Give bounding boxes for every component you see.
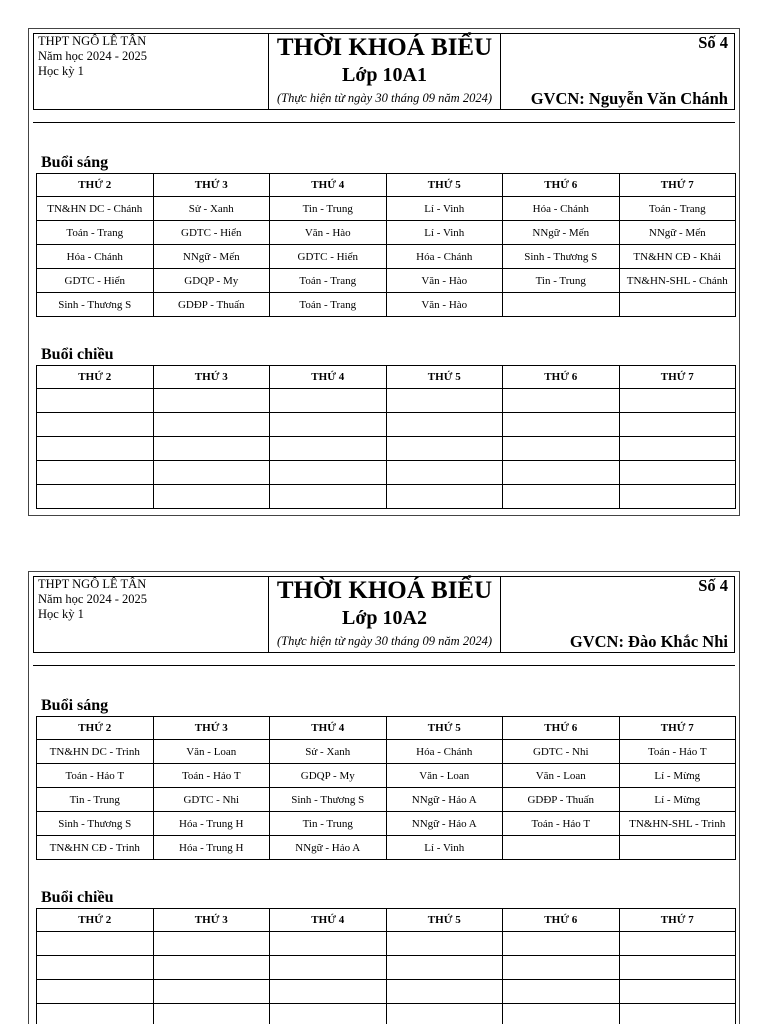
timetable-row bbox=[37, 740, 736, 764]
timetable-cell: GDQP - My bbox=[154, 269, 271, 293]
timetable-cell: Lí - Mừng bbox=[620, 788, 737, 812]
morning-timetable bbox=[36, 716, 736, 860]
timetable-cell: Toán - Trang bbox=[270, 269, 387, 293]
timetable-cell: NNgữ - Hảo A bbox=[387, 788, 504, 812]
timetable-cell: Lí - Vinh bbox=[387, 836, 504, 860]
timetable-cell bbox=[270, 1004, 387, 1024]
timetable-cell: Văn - Hào bbox=[387, 269, 504, 293]
class-name: Lớp 10A1 bbox=[342, 64, 427, 86]
timetable-cell bbox=[37, 485, 154, 509]
effective-date-note: (Thực hiện từ ngày 30 tháng 09 năm 2024) bbox=[276, 634, 492, 648]
timetable-cell: Tin - Trung bbox=[270, 197, 387, 221]
day-header: THỨ 6 bbox=[503, 174, 620, 197]
timetable-cell bbox=[620, 461, 737, 485]
timetable-cell bbox=[620, 413, 737, 437]
timetable-row bbox=[37, 980, 736, 1004]
timetable-cell bbox=[503, 980, 620, 1004]
timetable-cell: Sử - Xanh bbox=[270, 740, 387, 764]
morning-session-label: Buổi sáng bbox=[41, 697, 109, 714]
timetable-cell: Lí - Vinh bbox=[387, 197, 504, 221]
timetable-cell: GDQP - My bbox=[270, 764, 387, 788]
timetable-cell: Hóa - Trung H bbox=[154, 812, 271, 836]
day-header: THỨ 3 bbox=[154, 909, 271, 932]
day-header: THỨ 2 bbox=[37, 717, 154, 740]
timetable-cell: Lí - Mừng bbox=[620, 764, 737, 788]
timetable-row bbox=[37, 461, 736, 485]
timetable-cell: TN&HN CĐ - Khải bbox=[620, 245, 737, 269]
school-info bbox=[38, 34, 147, 79]
day-header: THỨ 7 bbox=[620, 909, 737, 932]
timetable-cell: Văn - Hào bbox=[387, 293, 504, 317]
day-header: THỨ 4 bbox=[270, 366, 387, 389]
timetable-cell bbox=[387, 932, 504, 956]
document-number: Số 4 bbox=[698, 576, 728, 595]
day-header: THỨ 7 bbox=[620, 366, 737, 389]
timetable-cell bbox=[37, 437, 154, 461]
timetable-cell: Sinh - Thương S bbox=[270, 788, 387, 812]
day-header: THỨ 2 bbox=[37, 174, 154, 197]
timetable-cell: TN&HN CĐ - Trinh bbox=[37, 836, 154, 860]
timetable-cell bbox=[387, 485, 504, 509]
timetable-cell: GDTC - Nhi bbox=[503, 740, 620, 764]
day-header: THỨ 3 bbox=[154, 717, 271, 740]
day-header-row bbox=[37, 366, 736, 389]
timetable-sheet bbox=[28, 571, 740, 1024]
timetable-cell bbox=[154, 437, 271, 461]
timetable-cell: Hóa - Chánh bbox=[503, 197, 620, 221]
timetable-cell: Lí - Vinh bbox=[387, 221, 504, 245]
timetable-cell: Văn - Loan bbox=[503, 764, 620, 788]
day-header-row bbox=[37, 909, 736, 932]
semester: Học kỳ 1 bbox=[38, 607, 84, 621]
timetable-cell: Toán - Trang bbox=[270, 293, 387, 317]
timetable-row bbox=[37, 836, 736, 860]
timetable-cell bbox=[154, 956, 271, 980]
timetable-cell bbox=[387, 956, 504, 980]
timetable-cell bbox=[620, 836, 737, 860]
timetable-cell: Hóa - Trung H bbox=[154, 836, 271, 860]
day-header: THỨ 6 bbox=[503, 366, 620, 389]
semester: Học kỳ 1 bbox=[38, 64, 84, 78]
timetable-cell: TN&HN DC - Trinh bbox=[37, 740, 154, 764]
timetable-row bbox=[37, 932, 736, 956]
timetable-cell: Hóa - Chánh bbox=[387, 740, 504, 764]
school-year: Năm học 2024 - 2025 bbox=[38, 49, 148, 63]
timetable-cell bbox=[154, 413, 271, 437]
timetable-cell: Toán - Hảo T bbox=[37, 764, 154, 788]
timetable-cell bbox=[37, 389, 154, 413]
timetable-cell: TN&HN DC - Chánh bbox=[37, 197, 154, 221]
timetable-cell: Toán - Hảo T bbox=[503, 812, 620, 836]
timetable-cell bbox=[387, 389, 504, 413]
timetable-row bbox=[37, 485, 736, 509]
timetable-cell bbox=[270, 461, 387, 485]
timetable-cell bbox=[37, 956, 154, 980]
day-header: THỨ 4 bbox=[270, 909, 387, 932]
afternoon-timetable bbox=[36, 365, 736, 509]
timetable-cell: NNgữ - Mến bbox=[620, 221, 737, 245]
timetable-cell bbox=[387, 461, 504, 485]
timetable-cell bbox=[387, 413, 504, 437]
day-header: THỨ 4 bbox=[270, 174, 387, 197]
afternoon-session-label: Buổi chiều bbox=[41, 346, 114, 363]
timetable-cell: GDTC - Hiển bbox=[37, 269, 154, 293]
timetable-cell bbox=[154, 1004, 271, 1024]
timetable-cell bbox=[620, 293, 737, 317]
timetable-row bbox=[37, 245, 736, 269]
timetable-cell bbox=[37, 413, 154, 437]
timetable-title: THỜI KHOÁ BIỂU bbox=[276, 577, 493, 604]
header-divider bbox=[33, 665, 735, 666]
timetable-row bbox=[37, 389, 736, 413]
timetable-cell bbox=[503, 836, 620, 860]
timetable-cell bbox=[503, 932, 620, 956]
day-header: THỨ 6 bbox=[503, 717, 620, 740]
class-name: Lớp 10A2 bbox=[342, 607, 427, 629]
timetable-cell: Tin - Trung bbox=[37, 788, 154, 812]
day-header: THỨ 2 bbox=[37, 366, 154, 389]
timetable-cell: GDTC - Hiển bbox=[270, 245, 387, 269]
timetable-cell bbox=[387, 980, 504, 1004]
timetable-cell: Văn - Loan bbox=[154, 740, 271, 764]
timetable-cell bbox=[503, 485, 620, 509]
timetable-row bbox=[37, 221, 736, 245]
timetable-cell bbox=[154, 980, 271, 1004]
school-name: THPT NGÔ LÊ TÂN bbox=[38, 577, 147, 591]
day-header: THỨ 5 bbox=[387, 366, 504, 389]
timetable-cell: TN&HN-SHL - Chánh bbox=[620, 269, 737, 293]
timetable-cell bbox=[503, 293, 620, 317]
timetable-cell: GDĐP - Thuấn bbox=[154, 293, 271, 317]
timetable-row bbox=[37, 269, 736, 293]
timetable-cell: GDĐP - Thuấn bbox=[503, 788, 620, 812]
timetable-cell bbox=[270, 485, 387, 509]
timetable-row bbox=[37, 437, 736, 461]
timetable-cell bbox=[620, 980, 737, 1004]
day-header: THỨ 3 bbox=[154, 366, 271, 389]
effective-date-note: (Thực hiện từ ngày 30 tháng 09 năm 2024) bbox=[276, 91, 492, 105]
title-block bbox=[268, 577, 501, 652]
header-divider bbox=[33, 122, 735, 123]
timetable-cell bbox=[37, 980, 154, 1004]
timetable-cell bbox=[620, 485, 737, 509]
timetable-cell: Hóa - Chánh bbox=[387, 245, 504, 269]
day-header: THỨ 5 bbox=[387, 717, 504, 740]
day-header: THỨ 5 bbox=[387, 909, 504, 932]
morning-timetable bbox=[36, 173, 736, 317]
timetable-cell bbox=[270, 932, 387, 956]
day-header: THỨ 7 bbox=[620, 174, 737, 197]
school-name: THPT NGÔ LÊ TÂN bbox=[38, 34, 147, 48]
timetable-cell: Toán - Trang bbox=[37, 221, 154, 245]
afternoon-timetable bbox=[36, 908, 736, 1024]
timetable-row bbox=[37, 764, 736, 788]
timetable-row bbox=[37, 956, 736, 980]
timetable-cell: NNgữ - Hảo A bbox=[270, 836, 387, 860]
school-year: Năm học 2024 - 2025 bbox=[38, 592, 148, 606]
header-box bbox=[33, 33, 735, 110]
timetable-cell bbox=[154, 485, 271, 509]
timetable-cell bbox=[154, 932, 271, 956]
timetable-cell bbox=[503, 437, 620, 461]
day-header: THỨ 2 bbox=[37, 909, 154, 932]
day-header: THỨ 4 bbox=[270, 717, 387, 740]
timetable-cell bbox=[503, 413, 620, 437]
timetable-cell bbox=[620, 932, 737, 956]
timetable-cell bbox=[37, 461, 154, 485]
day-header: THỨ 5 bbox=[387, 174, 504, 197]
timetable-cell bbox=[270, 413, 387, 437]
timetable-cell: TN&HN-SHL - Trinh bbox=[620, 812, 737, 836]
timetable-cell bbox=[270, 389, 387, 413]
header-box bbox=[33, 576, 735, 653]
timetable-cell bbox=[620, 437, 737, 461]
timetable-row bbox=[37, 812, 736, 836]
timetable-cell: Sinh - Thương S bbox=[503, 245, 620, 269]
timetable-cell: GDTC - Nhi bbox=[154, 788, 271, 812]
timetable-cell: Tin - Trung bbox=[503, 269, 620, 293]
document-number: Số 4 bbox=[698, 33, 728, 52]
timetable-cell bbox=[37, 932, 154, 956]
day-header-row bbox=[37, 174, 736, 197]
timetable-cell: Sinh - Thương S bbox=[37, 812, 154, 836]
timetable-cell: Tin - Trung bbox=[270, 812, 387, 836]
timetable-cell: Sử - Xanh bbox=[154, 197, 271, 221]
day-header: THỨ 6 bbox=[503, 909, 620, 932]
timetable-cell bbox=[154, 389, 271, 413]
timetable-cell: Toán - Hảo T bbox=[620, 740, 737, 764]
day-header-row bbox=[37, 717, 736, 740]
morning-session-label: Buổi sáng bbox=[41, 154, 109, 171]
timetable-cell bbox=[503, 461, 620, 485]
school-info bbox=[38, 577, 147, 622]
timetable-cell bbox=[503, 1004, 620, 1024]
timetable-cell bbox=[620, 1004, 737, 1024]
timetable-cell bbox=[270, 437, 387, 461]
homeroom-teacher: GVCN: Nguyễn Văn Chánh bbox=[530, 89, 728, 108]
timetable-row bbox=[37, 197, 736, 221]
timetable-cell bbox=[154, 461, 271, 485]
timetable-cell: NNgữ - Hảo A bbox=[387, 812, 504, 836]
timetable-cell: Văn - Loan bbox=[387, 764, 504, 788]
timetable-cell bbox=[620, 389, 737, 413]
timetable-cell bbox=[270, 980, 387, 1004]
timetable-cell: NNgữ - Mến bbox=[154, 245, 271, 269]
timetable-cell: Toán - Trang bbox=[620, 197, 737, 221]
day-header: THỨ 3 bbox=[154, 174, 271, 197]
timetable-title: THỜI KHOÁ BIỂU bbox=[276, 34, 493, 61]
timetable-row bbox=[37, 788, 736, 812]
timetable-cell: Toán - Hảo T bbox=[154, 764, 271, 788]
day-header: THỨ 7 bbox=[620, 717, 737, 740]
afternoon-session-label: Buổi chiều bbox=[41, 889, 114, 906]
timetable-cell bbox=[37, 1004, 154, 1024]
timetable-sheet bbox=[28, 28, 740, 516]
timetable-cell bbox=[503, 389, 620, 413]
title-block bbox=[268, 34, 501, 109]
timetable-cell bbox=[387, 437, 504, 461]
timetable-cell bbox=[270, 956, 387, 980]
timetable-row bbox=[37, 293, 736, 317]
timetable-row bbox=[37, 413, 736, 437]
timetable-cell: Sinh - Thương S bbox=[37, 293, 154, 317]
timetable-cell: Hóa - Chánh bbox=[37, 245, 154, 269]
timetable-cell bbox=[620, 956, 737, 980]
timetable-cell: GDTC - Hiển bbox=[154, 221, 271, 245]
timetable-row bbox=[37, 1004, 736, 1024]
timetable-cell bbox=[503, 956, 620, 980]
timetable-cell: Văn - Hào bbox=[270, 221, 387, 245]
timetable-cell: NNgữ - Mến bbox=[503, 221, 620, 245]
homeroom-teacher: GVCN: Đào Khắc Nhi bbox=[569, 632, 728, 651]
timetable-cell bbox=[387, 1004, 504, 1024]
